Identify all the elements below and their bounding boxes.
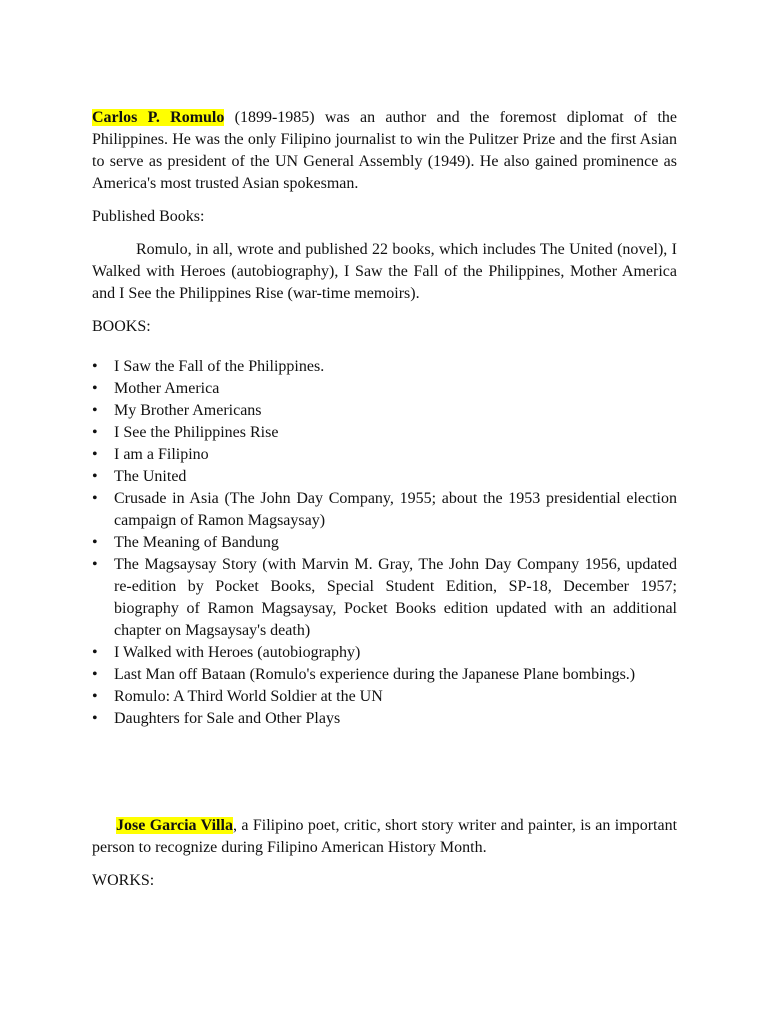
book-title: I am a Filipino [114,446,209,463]
published-books-heading: Published Books: [92,208,205,225]
book-title: My Brother Americans [114,402,262,419]
bullet-icon: • [92,534,98,551]
bullet-icon: • [92,490,98,507]
published-books-paragraph: Romulo, in all, wrote and published 22 books, which includes The United (novel), I Walked with Heroes (autobiography), I Saw the Fall of the Philippines, Mother America and I See the Philippines Rise (war-time memoirs). [92,241,677,302]
bullet-icon: • [92,644,98,661]
bullet-icon: • [92,710,98,727]
book-title: Daughters for Sale and Other Plays [114,710,341,727]
bullet-icon: • [92,468,98,485]
book-list-item [92,664,677,686]
bullet-icon: • [92,358,98,375]
bullet-icon: • [92,666,98,683]
romulo-name-highlight: Carlos P. Romulo [92,109,225,126]
bullet-icon: • [92,380,98,397]
document-page [92,107,677,892]
book-list-item [92,378,677,400]
books-list [92,356,677,730]
villa-intro-text: , a Filipino poet, critic, short story writer and painter, is an important person to recognize during Filipino American History Month. [92,817,678,856]
book-list-item [92,466,677,488]
villa-name-highlight: Jose Garcia Villa [116,817,233,834]
villa-intro-paragraph [92,815,677,859]
book-list-item [92,686,677,708]
book-title: I See the Philippines Rise [114,424,279,441]
book-title: Romulo: A Third World Soldier at the UN [114,688,383,705]
bullet-icon: • [92,424,98,441]
book-list-item [92,488,677,532]
book-title: The Magsaysay Story (with Marvin M. Gray, The John Day Company 1956, updated re-edition by Pocket Books, Special Student Edition, SP-18, December 1957; biography of Ramon Magsaysay, Pocket Books edition updated with an additional chapter on Magsaysay's death) [114,556,677,639]
works-heading: WORKS: [92,872,155,889]
book-list-item [92,356,677,378]
book-list-item [92,400,677,422]
book-title: I Saw the Fall of the Philippines. [114,358,325,375]
bullet-icon: • [92,446,98,463]
romulo-intro-paragraph [92,107,677,195]
book-title: The Meaning of Bandung [114,534,279,551]
bullet-icon: • [92,556,98,573]
bullet-icon: • [92,402,98,419]
book-title: Mother America [114,380,220,397]
bullet-icon: • [92,688,98,705]
book-list-item [92,532,677,554]
book-title: Crusade in Asia (The John Day Company, 1955; about the 1953 presidential election campaign of Ramon Magsaysay) [114,490,677,529]
book-title: Last Man off Bataan (Romulo's experience during the Japanese Plane bombings.) [114,666,636,683]
book-list-item [92,422,677,444]
books-heading: BOOKS: [92,318,151,335]
book-list-item [92,642,677,664]
book-list-item [92,708,677,730]
book-title: The United [114,468,187,485]
romulo-intro-text: (1899-1985) was an author and the foremost diplomat of the Philippines. He was the only Filipino journalist to win the Pulitzer Prize and the first Asian to serve as president of the UN General Assembly (1949). He also gained prominence as America's most trusted Asian spokesman. [92,109,678,192]
book-title: I Walked with Heroes (autobiography) [114,644,361,661]
book-list-item [92,554,677,642]
book-list-item [92,444,677,466]
